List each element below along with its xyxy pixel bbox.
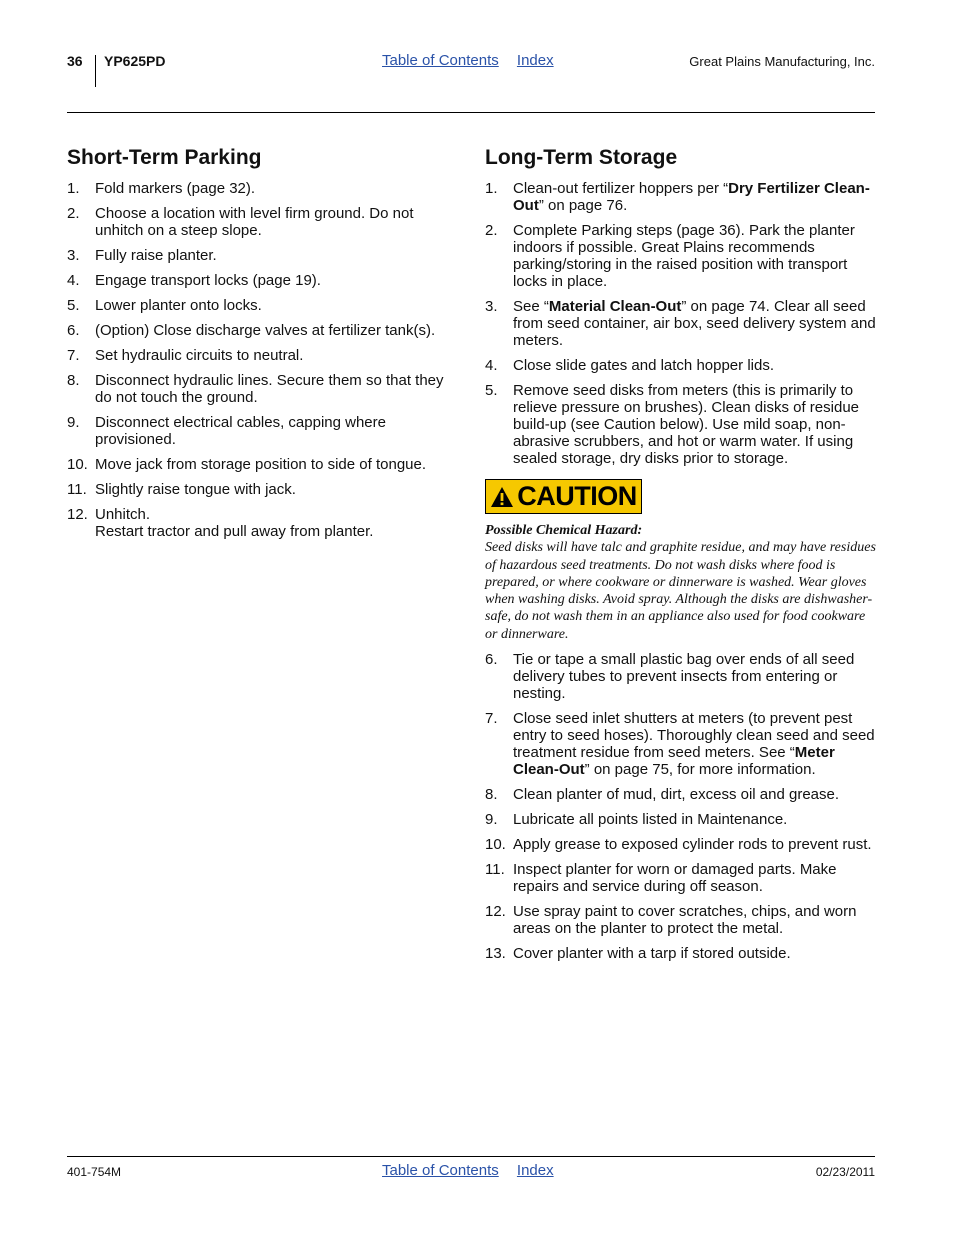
step-text-part: ” on page 74. Clear all seed from seed container, air box, seed delivery system and meters. bbox=[513, 298, 876, 349]
step-number: 4. bbox=[67, 272, 80, 289]
step-text bbox=[513, 382, 880, 467]
step-text: Lower planter onto locks. bbox=[95, 297, 262, 314]
warning-triangle-icon bbox=[490, 486, 514, 508]
long-term-storage-section bbox=[485, 146, 880, 970]
hazard-text: Seed disks will have talc and graphite residue, and may have residues of hazardous seed treatments. Do not wash disks where food is prepared, or where cookware or dinnerware is washed. Wear gloves when washing disks. Avoid spray. Although the disks are dishwasher-safe, do not wash them in an appliance also used for food cookware or dinnerware. bbox=[485, 540, 876, 642]
step-text-part: Clean planter of mud, dirt, excess oil and grease. bbox=[513, 786, 840, 804]
list-item bbox=[67, 456, 462, 473]
list-item bbox=[67, 322, 462, 339]
header-nav bbox=[382, 52, 568, 69]
step-text bbox=[513, 298, 880, 349]
step-number: 10. bbox=[67, 456, 88, 473]
step-text bbox=[513, 222, 880, 290]
step-number: 1. bbox=[485, 180, 498, 197]
step-text: Move jack from storage position to side of tongue. bbox=[95, 456, 427, 473]
list-item bbox=[67, 347, 462, 364]
storage-steps-list-continued bbox=[485, 651, 880, 962]
header-divider bbox=[95, 55, 96, 87]
step-text-part: ” on page 75, for more information. bbox=[584, 761, 816, 779]
hazard-title: Possible Chemical Hazard: bbox=[485, 523, 643, 538]
step-text-part: See “ bbox=[513, 298, 549, 315]
step-number: 1. bbox=[67, 180, 80, 197]
step-number: 6. bbox=[485, 651, 498, 669]
step-text bbox=[513, 861, 880, 895]
step-text bbox=[513, 945, 880, 962]
list-item bbox=[485, 710, 880, 778]
section-title: Long-Term Storage bbox=[485, 146, 678, 169]
step-text bbox=[513, 357, 880, 374]
step-text-part: Inspect planter for worn or damaged parts. Make repairs and service during off season. bbox=[513, 861, 837, 896]
step-text-continued: Restart tractor and pull away from planter. bbox=[95, 523, 374, 540]
list-item bbox=[67, 180, 462, 197]
step-text-part: Cover planter with a tarp if stored outside. bbox=[513, 945, 791, 963]
list-item bbox=[485, 945, 880, 962]
list-item bbox=[67, 506, 462, 540]
step-text-part: Close slide gates and latch hopper lids. bbox=[513, 357, 774, 374]
list-item bbox=[485, 786, 880, 803]
company-name: Great Plains Manufacturing, Inc. bbox=[689, 54, 875, 69]
step-number: 9. bbox=[67, 414, 80, 431]
step-text: Disconnect hydraulic lines. Secure them so that they do not touch the ground. bbox=[95, 372, 444, 406]
step-number: 8. bbox=[67, 372, 80, 389]
step-text bbox=[513, 811, 880, 828]
step-text-part: ” on page 76. bbox=[538, 197, 628, 214]
step-number: 5. bbox=[67, 297, 80, 314]
list-item bbox=[67, 297, 462, 314]
step-number: 12. bbox=[485, 903, 506, 921]
step-text: Fully raise planter. bbox=[95, 247, 217, 264]
step-text: Unhitch. bbox=[95, 506, 151, 523]
step-text-part: Clean-out fertilizer hoppers per “ bbox=[513, 180, 729, 197]
step-text: (Option) Close discharge valves at fertilizer tank(s). bbox=[95, 322, 436, 339]
storage-steps-list bbox=[485, 180, 880, 467]
step-text-part: Tie or tape a small plastic bag over ends of all seed delivery tubes to prevent insects from entering or nesting. bbox=[513, 651, 855, 703]
step-number: 11. bbox=[485, 861, 505, 879]
parking-steps-list bbox=[67, 180, 462, 540]
index-link[interactable]: Index bbox=[516, 1162, 554, 1179]
step-reference: Dry Fertilizer Clean-Out bbox=[513, 180, 870, 214]
page-number: 36 bbox=[67, 53, 83, 69]
short-term-parking-section bbox=[67, 146, 462, 548]
list-item bbox=[485, 382, 880, 467]
step-text bbox=[513, 903, 880, 937]
step-text bbox=[513, 786, 880, 803]
step-number: 6. bbox=[67, 322, 80, 339]
publication-date: 02/23/2011 bbox=[815, 1165, 875, 1179]
model-name: YP625PD bbox=[104, 53, 166, 69]
step-number: 3. bbox=[485, 298, 498, 315]
step-text: Disconnect electrical cables, capping where provisioned. bbox=[95, 414, 386, 448]
step-text: Fold markers (page 32). bbox=[95, 180, 256, 197]
footer-nav bbox=[382, 1162, 568, 1179]
step-text: Slightly raise tongue with jack. bbox=[95, 481, 296, 498]
step-number: 4. bbox=[485, 357, 498, 374]
toc-link[interactable]: Table of Contents bbox=[382, 52, 499, 69]
list-item bbox=[67, 272, 462, 289]
step-number: 7. bbox=[67, 347, 80, 364]
section-title: Short-Term Parking bbox=[67, 146, 262, 169]
step-text-part: Lubricate all points listed in Maintenance. bbox=[513, 811, 788, 829]
step-text bbox=[513, 180, 880, 214]
step-text bbox=[513, 836, 880, 853]
step-number: 8. bbox=[485, 786, 498, 804]
list-item bbox=[67, 414, 462, 448]
step-number: 7. bbox=[485, 710, 498, 728]
list-item bbox=[67, 372, 462, 406]
step-number: 13. bbox=[485, 945, 506, 963]
step-text bbox=[513, 710, 880, 778]
step-text: Engage transport locks (page 19). bbox=[95, 272, 321, 289]
step-text: Set hydraulic circuits to neutral. bbox=[95, 347, 304, 364]
caution-label bbox=[485, 479, 642, 514]
list-item bbox=[485, 298, 880, 349]
step-text-part: Complete Parking steps (page 36). Park the planter indoors if possible. Great Plains recommends parking/storing in the raised position with transport locks in place. bbox=[513, 222, 855, 290]
list-item bbox=[485, 861, 880, 895]
list-item bbox=[67, 205, 462, 239]
step-number: 11. bbox=[67, 481, 87, 498]
list-item bbox=[485, 180, 880, 214]
step-text bbox=[513, 651, 880, 702]
document-number: 401-754M bbox=[67, 1165, 122, 1179]
step-number: 5. bbox=[485, 382, 498, 399]
step-text-part: Close seed inlet shutters at meters (to prevent pest entry to seed hoses). Thoroughly clean seed and seed treatment residue from seed meters. See “ bbox=[513, 710, 875, 762]
list-item bbox=[485, 651, 880, 702]
caution-word: CAUTION bbox=[517, 481, 637, 511]
step-number: 12. bbox=[67, 506, 88, 523]
toc-link[interactable]: Table of Contents bbox=[382, 1162, 499, 1179]
step-text-part: Use spray paint to cover scratches, chips, and worn areas on the planter to protect the metal. bbox=[513, 903, 857, 938]
step-text-part: Remove seed disks from meters (this is primarily to relieve pressure on brushes). Clean disks of residue build-up (see Caution below). Use mild soap, non-abrasive scrubbers, and hot or warm water. If using sealed storage, dry disks prior to storage. bbox=[513, 382, 860, 467]
list-item bbox=[485, 357, 880, 374]
step-reference: Material Clean-Out bbox=[548, 298, 682, 315]
step-text-part: Apply grease to exposed cylinder rods to prevent rust. bbox=[513, 836, 872, 854]
step-text: Choose a location with level firm ground. Do not unhitch on a steep slope. bbox=[95, 205, 414, 239]
list-item bbox=[485, 836, 880, 853]
hazard-message bbox=[485, 522, 880, 643]
step-number: 3. bbox=[67, 247, 80, 264]
step-number: 9. bbox=[485, 811, 498, 829]
step-number: 10. bbox=[485, 836, 506, 854]
footer-rule bbox=[67, 1156, 875, 1157]
step-reference: Meter Clean-Out bbox=[513, 744, 835, 779]
list-item bbox=[485, 222, 880, 290]
list-item bbox=[67, 481, 462, 498]
index-link[interactable]: Index bbox=[516, 52, 554, 69]
list-item bbox=[485, 903, 880, 937]
step-number: 2. bbox=[67, 205, 80, 222]
header-rule bbox=[67, 112, 875, 113]
list-item bbox=[67, 247, 462, 264]
list-item bbox=[485, 811, 880, 828]
step-number: 2. bbox=[485, 222, 498, 239]
